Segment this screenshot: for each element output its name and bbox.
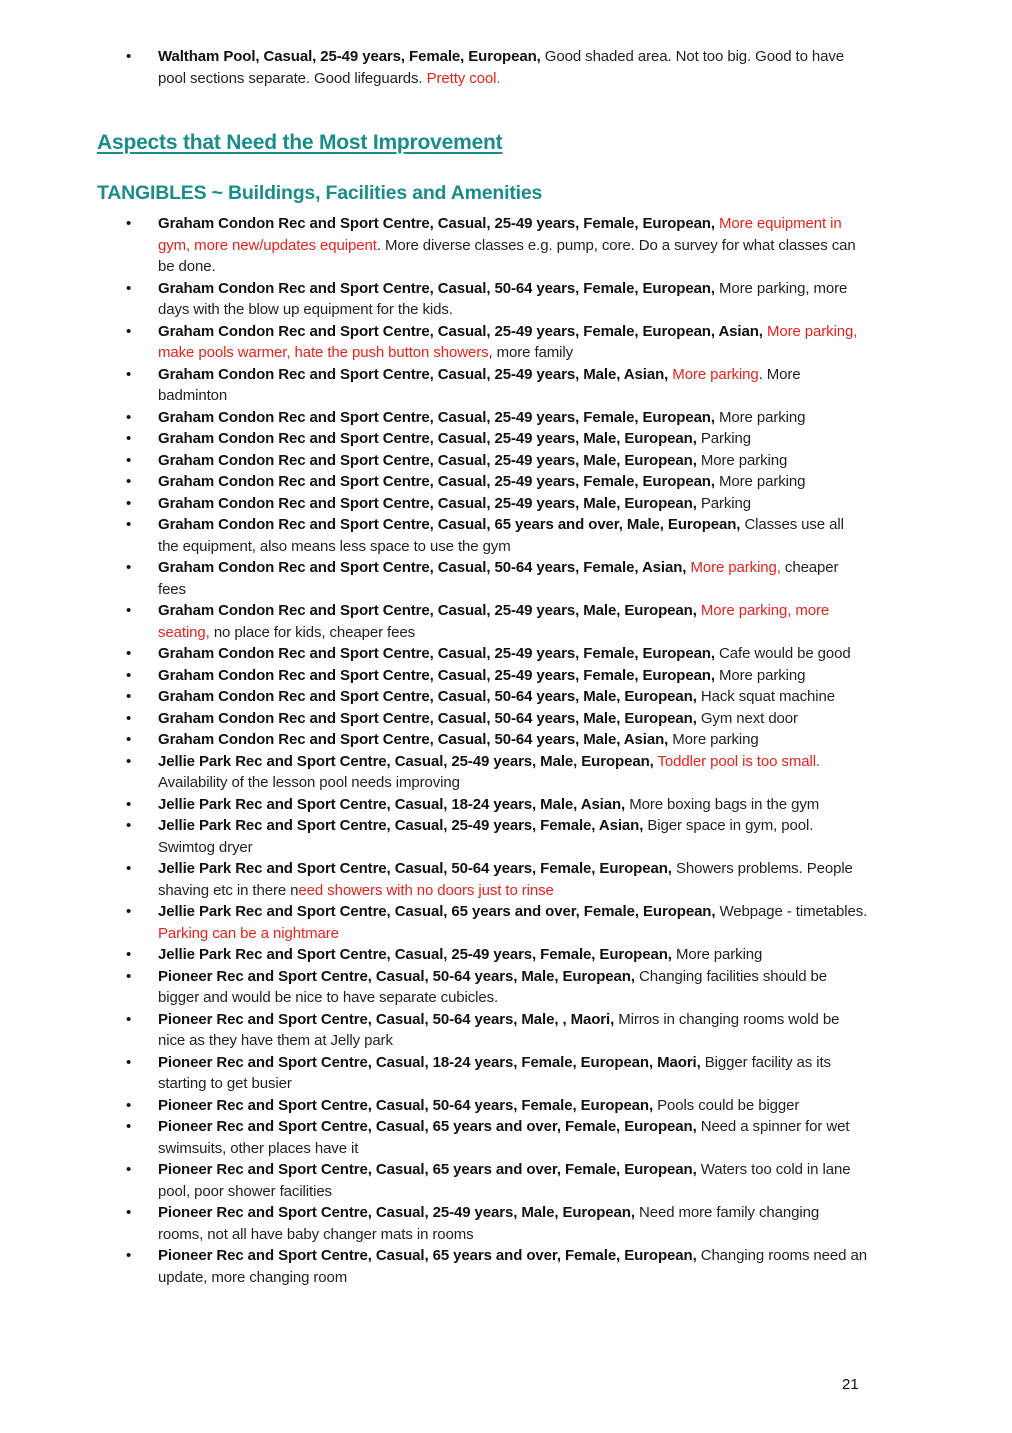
comment-text: cheaper fees — [158, 559, 839, 598]
subsection-heading: TANGIBLES ~ Buildings, Facilities and Amenities — [97, 182, 543, 204]
respondent-info: Graham Condon Rec and Sport Centre, Casual, 50-64 years, Male, Asian, — [158, 731, 669, 748]
list-item — [158, 708, 868, 730]
respondent-info: Graham Condon Rec and Sport Centre, Casual, 25-49 years, Male, European, — [158, 494, 697, 512]
list-item — [158, 428, 868, 450]
comment-text: Webpage - timetables. — [715, 903, 868, 920]
respondent-info: Graham Condon Rec and Sport Centre, Casual, 25-49 years, Female, European, — [158, 666, 715, 684]
respondent-info: Pioneer Rec and Sport Centre, Casual, 18-24 years, Female, European, Maori, — [158, 1053, 701, 1071]
respondent-info: Graham Condon Rec and Sport Centre, Casual, 25-49 years, Female, European, — [158, 215, 715, 232]
list-item — [158, 557, 868, 600]
highlighted-comment: More parking, make pools warmer, hate the push button showers — [158, 322, 858, 361]
list-item — [158, 321, 868, 364]
list-item — [158, 751, 868, 794]
comment-text: More parking — [714, 666, 806, 684]
respondent-info: Graham Condon Rec and Sport Centre, Casual, 25-49 years, Female, European, — [158, 645, 715, 662]
comment-text: , more family — [488, 344, 574, 361]
respondent-info: Graham Condon Rec and Sport Centre, Casual, 50-64 years, Female, European, — [158, 279, 715, 297]
respondent-info: Graham Condon Rec and Sport Centre, Casual, 25-49 years, Female, European, Asian, — [158, 322, 763, 340]
highlighted-comment: More equipment in gym, more new/updates equipent — [158, 215, 842, 254]
comment-text: Need more family changing rooms, not all have baby changer mats in rooms — [158, 1204, 820, 1243]
highlighted-comment: More parking, more seating, — [158, 602, 830, 641]
list-item — [158, 729, 868, 751]
comment-text: More parking — [714, 473, 806, 490]
list-item — [158, 1009, 868, 1052]
comment-text: Gym next door — [696, 709, 798, 727]
list-item — [158, 213, 868, 278]
comment-text: Good shaded area. Not too big. Good to have pool sections separate. Good lifeguards. — [158, 48, 845, 87]
highlighted-comment: Toddler pool is too small. — [657, 752, 820, 770]
comment-text: More parking — [668, 731, 759, 748]
list-item — [158, 944, 868, 966]
respondent-info: Graham Condon Rec and Sport Centre, Casual, 25-49 years, Male, European, — [158, 430, 697, 447]
comment-text: Pools could be bigger — [653, 1096, 800, 1114]
comment-text: Mirros in changing rooms wold be nice as they have them at Jelly park — [158, 1010, 840, 1049]
list-item — [158, 815, 868, 858]
list-item — [158, 493, 868, 515]
list-item — [158, 858, 868, 901]
list-item — [158, 1159, 868, 1202]
list-item — [158, 471, 868, 493]
respondent-info: Pioneer Rec and Sport Centre, Casual, 65 years and over, Female, European, — [158, 1247, 697, 1264]
comment-text: Cafe would be good — [714, 645, 851, 662]
respondent-info: Jellie Park Rec and Sport Centre, Casual, 18-24 years, Male, Asian, — [158, 795, 626, 813]
comment-text: Bigger facility as its starting to get busier — [158, 1053, 831, 1092]
respondent-info: Pioneer Rec and Sport Centre, Casual, 25-49 years, Male, European, — [158, 1204, 635, 1221]
comment-text: More parking — [671, 946, 763, 963]
respondent-info: Pioneer Rec and Sport Centre, Casual, 65 years and over, Female, European, — [158, 1161, 697, 1178]
list-item — [158, 600, 868, 643]
list-item — [158, 966, 868, 1009]
respondent-info: Pioneer Rec and Sport Centre, Casual, 50-64 years, Male, , Maori, — [158, 1010, 615, 1028]
comment-text: More parking — [714, 408, 806, 426]
respondent-info: Pioneer Rec and Sport Centre, Casual, 50-64 years, Male, European, — [158, 967, 635, 985]
section-heading: Aspects that Need the Most Improvement — [97, 131, 503, 154]
intro-bullet-list — [158, 46, 868, 89]
highlighted-comment: Pretty cool. — [426, 69, 501, 87]
comment-text: More boxing bags in the gym — [625, 795, 820, 813]
comment-text: Changing rooms need an update, more changing room — [158, 1247, 867, 1286]
list-item — [158, 901, 868, 944]
list-item — [158, 1095, 868, 1117]
list-item — [158, 794, 868, 816]
respondent-info: Pioneer Rec and Sport Centre, Casual, 65 years and over, Female, European, — [158, 1118, 697, 1135]
respondent-info: Graham Condon Rec and Sport Centre, Casual, 50-64 years, Male, European, — [158, 709, 697, 727]
comment-text: More parking, more days with the blow up equipment for the kids. — [158, 279, 848, 318]
comment-text: . More badminton — [158, 365, 801, 404]
list-item — [158, 278, 868, 321]
respondent-info: Graham Condon Rec and Sport Centre, Casual, 65 years and over, Male, European, — [158, 516, 741, 533]
respondent-info: Jellie Park Rec and Sport Centre, Casual, 25-49 years, Female, European, — [158, 946, 672, 963]
list-item — [158, 450, 868, 472]
list-item — [158, 643, 868, 665]
respondent-info: Graham Condon Rec and Sport Centre, Casual, 25-49 years, Male, European, — [158, 602, 697, 619]
comment-text: More parking — [696, 451, 788, 469]
respondent-info: Graham Condon Rec and Sport Centre, Casual, 25-49 years, Female, European, — [158, 473, 715, 490]
highlighted-comment: Parking can be a nightmare — [158, 924, 339, 942]
respondent-info: Graham Condon Rec and Sport Centre, Casual, 25-49 years, Male, European, — [158, 451, 697, 469]
respondent-info: Jellie Park Rec and Sport Centre, Casual, 65 years and over, Female, European, — [158, 903, 716, 920]
comment-text: Need a spinner for wet swimsuits, other places have it — [158, 1118, 850, 1157]
comment-text: Hack squat machine — [696, 688, 835, 705]
comment-text: Parking — [696, 430, 752, 447]
comment-text: . More diverse classes e.g. pump, core. Do a survey for what classes can be done. — [158, 236, 856, 275]
comment-text: Parking — [696, 494, 752, 512]
respondent-info: Jellie Park Rec and Sport Centre, Casual, 25-49 years, Male, European, — [158, 752, 654, 770]
comment-text: Showers problems. People shaving etc in there n — [158, 860, 853, 899]
list-item — [158, 1052, 868, 1095]
respondent-info: Jellie Park Rec and Sport Centre, Casual, 25-49 years, Female, Asian, — [158, 817, 644, 834]
comment-text: Waters too cold in lane pool, poor shower facilities — [158, 1161, 851, 1200]
respondent-info: Graham Condon Rec and Sport Centre, Casual, 25-49 years, Male, Asian, — [158, 365, 669, 383]
list-item — [158, 364, 868, 407]
list-item — [158, 1116, 868, 1159]
comment-text: Classes use all the equipment, also means less space to use the gym — [158, 516, 844, 555]
respondent-info: Jellie Park Rec and Sport Centre, Casual, 50-64 years, Female, European, — [158, 860, 672, 877]
tangibles-bullet-list — [158, 213, 868, 1288]
respondent-info: Graham Condon Rec and Sport Centre, Casual, 50-64 years, Male, European, — [158, 688, 697, 705]
comment-text: Changing facilities should be bigger and would be nice to have separate cubicles. — [158, 967, 828, 1006]
respondent-info: Graham Condon Rec and Sport Centre, Casual, 25-49 years, Female, European, — [158, 408, 715, 426]
respondent-info: Graham Condon Rec and Sport Centre, Casual, 50-64 years, Female, Asian, — [158, 559, 687, 576]
highlighted-comment: eed showers with no doors just to rinse — [298, 881, 554, 899]
highlighted-comment: More parking — [672, 365, 759, 383]
comment-text: Availability of the lesson pool needs improving — [158, 774, 460, 791]
list-item — [158, 686, 868, 708]
list-item — [158, 665, 868, 687]
highlighted-comment: More parking, — [690, 559, 781, 576]
list-item — [158, 1245, 868, 1288]
list-item — [158, 46, 868, 89]
respondent-info: Pioneer Rec and Sport Centre, Casual, 50-64 years, Female, European, — [158, 1096, 654, 1114]
list-item — [158, 514, 868, 557]
list-item — [158, 1202, 868, 1245]
comment-text: no place for kids, cheaper fees — [209, 623, 416, 641]
comment-text: Biger space in gym, pool. Swimtog dryer — [158, 817, 814, 856]
page-number: 21 — [842, 1376, 859, 1393]
respondent-info: Waltham Pool, Casual, 25-49 years, Female, European, — [158, 48, 541, 65]
list-item — [158, 407, 868, 429]
